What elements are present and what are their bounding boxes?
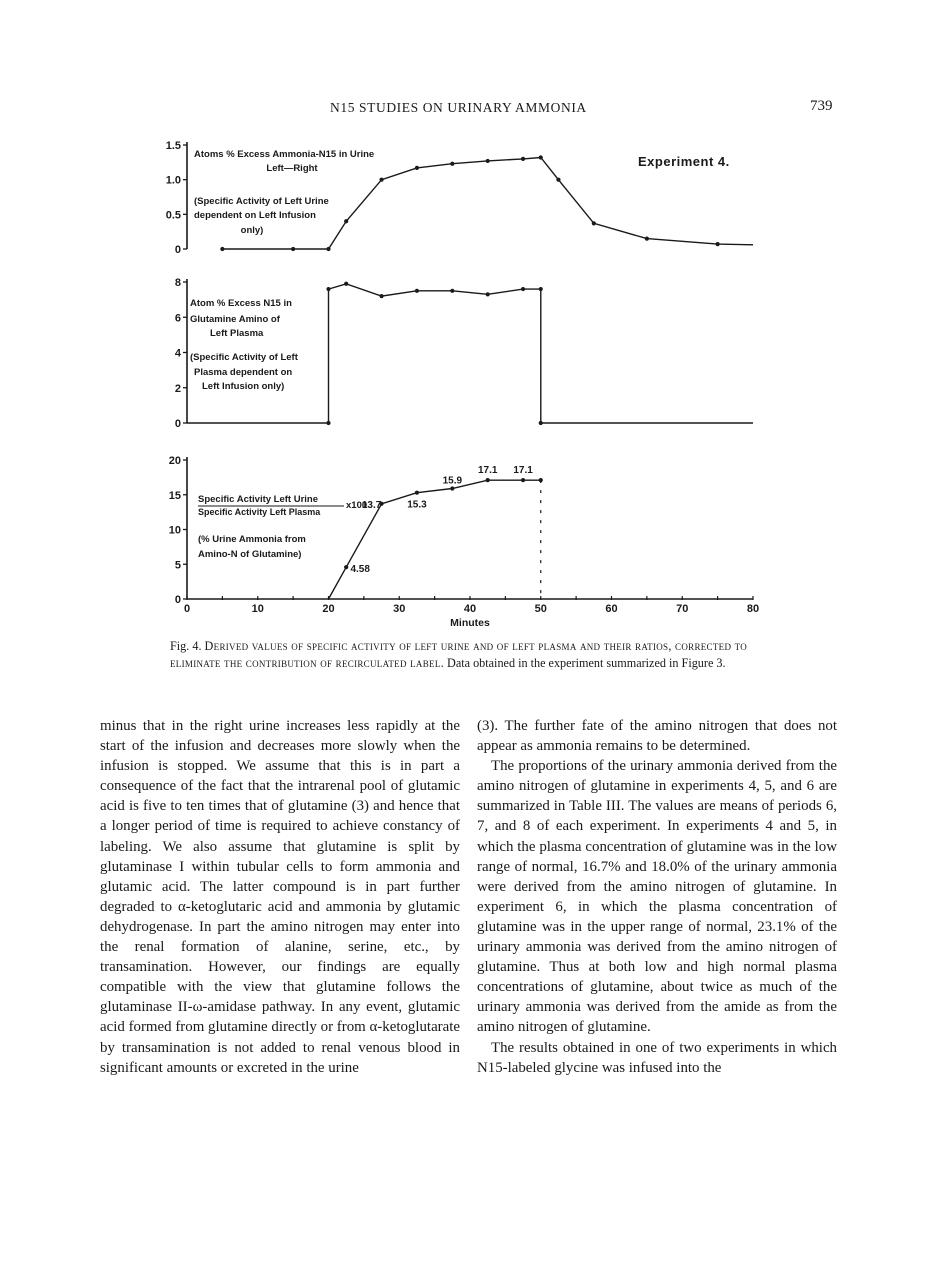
- caption-text: Data obtained in the experiment summarized in Figure 3.: [447, 656, 726, 670]
- data-point: [415, 289, 419, 293]
- x-tick-label: 40: [463, 603, 477, 615]
- data-point: [539, 421, 543, 425]
- paragraph: minus that in the right urine increases less rapidly at the start of the infusion and decreases more slowly when the infusion is stopped. We assume that this is in part a consequence of the fact that the intrarenal pool of glutamic acid is five to ten times that of glutamine (3) and hence that a longer period of time is required to achieve constancy of labeling. We also assume that glutamine is split by glutaminase I within tubular cells to form ammonia and glutamic acid. The latter compound is in part further degraded to α-ketoglutaric acid and ammonia by glutamic dehydrogenase. In part the amino nitrogen may enter into the renal formation of alanine, serine, etc., by transamination. However, our findings are equally compatible with the view that glutamine follows the glutaminase II-ω-amidase pathway. In any event, glutamic acid formed from glutamine directly or from α-ketoglutarate by transamination is not added to renal venous blood in significant amounts or excreted in the urine: [100, 718, 460, 1076]
- panel-2: [175, 277, 753, 430]
- paragraph: The results obtained in one of two experiments in which N15-labeled glycine was infused into the: [477, 1039, 837, 1076]
- data-label: 15.3: [407, 499, 427, 511]
- annotation: x100: [346, 500, 368, 511]
- chart-title: Experiment 4.: [638, 154, 730, 169]
- page-header: [0, 100, 936, 120]
- annotation: only): [240, 225, 264, 236]
- panel-1: [166, 140, 753, 256]
- data-point: [220, 247, 224, 251]
- data-point: [379, 178, 383, 182]
- data-point: [326, 247, 330, 251]
- x-tick-label: 70: [676, 603, 689, 615]
- y-tick-label: 0.5: [165, 209, 181, 222]
- data-point: [415, 491, 419, 495]
- annotation: Left—Right: [266, 163, 318, 174]
- figure-caption: [170, 638, 770, 672]
- annotation: Atom % Excess N15 in: [190, 298, 292, 309]
- running-head: N15 STUDIES ON URINARY AMMONIA: [330, 100, 587, 115]
- y-tick-label: 8: [174, 277, 181, 289]
- annotation: Amino-N of Glutamine): [198, 549, 302, 560]
- page-number: 739: [810, 98, 833, 114]
- data-point: [379, 294, 383, 298]
- data-point: [539, 155, 543, 159]
- data-label: 4.58: [350, 564, 370, 576]
- x-tick-label: 50: [534, 603, 547, 615]
- y-tick-label: 6: [174, 312, 181, 325]
- panel-3: [169, 455, 759, 629]
- data-point: [521, 478, 525, 482]
- body-right-column: [477, 716, 837, 1078]
- data-point: [326, 287, 330, 291]
- annotation: Glutamine Amino of: [190, 314, 280, 325]
- caption-title: Derived values of specific activity of left urine and of left plasma and their ratios, corrected to eliminate the contribution of recirculated label.: [170, 639, 748, 670]
- data-point: [450, 289, 454, 293]
- data-point: [486, 478, 490, 482]
- body-left-column: [100, 716, 460, 1078]
- x-tick-label: 0: [183, 603, 191, 615]
- figure-4: [150, 130, 790, 630]
- data-point: [450, 162, 454, 166]
- data-point: [344, 219, 348, 223]
- data-label: 17.1: [513, 465, 533, 477]
- data-point: [716, 242, 720, 246]
- annotation: Left Infusion only): [202, 381, 285, 392]
- annotation: (Specific Activity of Left: [190, 352, 298, 363]
- annotation: Plasma dependent on: [194, 367, 293, 378]
- data-point: [521, 157, 525, 161]
- y-tick-label: 0: [174, 418, 181, 430]
- data-point: [415, 166, 419, 170]
- data-point: [291, 247, 295, 251]
- annotation: Left Plasma: [210, 328, 264, 339]
- y-tick-label: 1.0: [165, 174, 181, 187]
- data-label: 17.1: [477, 465, 498, 477]
- y-tick-label: 2: [174, 382, 181, 395]
- paragraph: (3). The further fate of the amino nitrogen that does not appear as ammonia remains to be determined.: [477, 718, 837, 755]
- data-point: [344, 565, 348, 569]
- x-tick-label: 30: [393, 603, 406, 615]
- caption-label: Fig. 4.: [170, 639, 202, 653]
- annotation: (% Urine Ammonia from: [198, 534, 306, 545]
- data-point: [486, 159, 490, 163]
- data-point: [592, 221, 596, 225]
- annotation: Atoms % Excess Ammonia-N15 in Urine: [194, 149, 375, 160]
- y-tick-label: 10: [168, 524, 181, 537]
- x-tick-label: 60: [605, 603, 618, 615]
- y-tick-label: 0: [174, 594, 181, 606]
- annotation: dependent on Left Infusion: [194, 210, 316, 221]
- data-point: [344, 282, 348, 286]
- data-point: [645, 237, 649, 241]
- x-tick-label: 80: [746, 603, 760, 615]
- series-line: [329, 480, 541, 599]
- data-point: [539, 287, 543, 291]
- x-tick-label: 10: [251, 603, 264, 615]
- y-tick-label: 5: [174, 559, 181, 572]
- figure-4-chart: [150, 130, 790, 630]
- paragraph: The proportions of the urinary ammonia derived from the amino nitrogen of glutamine in experiments 4, 5, and 6 are summarized in Table III. The values are means of periods 6, 7, and 8 of each experiment. In experiments 4 and 5, in which the plasma concentration of glutamine was in the low range of normal, 16.7% and 18.0% of the urinary ammonia were derived from the amino nitrogen of glutamine. In experiment 6, in which the plasma concentration of glutamine was in the upper range of normal, 23.1% of the urinary ammonia was derived from the amino nitrogen of glutamine. Thus at both low and high normal plasma concentrations of glutamine, about twice as much of the urinary ammonia was derived from the amide as from the amino nitrogen of glutamine.: [477, 758, 837, 1036]
- data-point: [556, 178, 560, 182]
- y-tick-label: 20: [168, 455, 181, 467]
- data-point: [326, 421, 330, 425]
- data-label: 15.9: [442, 475, 463, 487]
- x-tick-label: 20: [322, 603, 335, 615]
- data-point: [450, 486, 454, 490]
- data-point: [521, 287, 525, 291]
- y-tick-label: 0: [174, 244, 181, 256]
- data-point: [486, 292, 490, 296]
- annotation: Specific Activity Left Plasma: [198, 507, 321, 517]
- y-tick-label: 15: [168, 489, 181, 502]
- x-axis-label: Minutes: [450, 617, 490, 629]
- y-tick-label: 4: [174, 347, 181, 360]
- data-label: 13.7: [361, 499, 382, 511]
- annotation: Specific Activity Left Urine: [198, 494, 319, 505]
- y-tick-label: 1.5: [165, 140, 181, 152]
- annotation: (Specific Activity of Left Urine: [194, 196, 329, 207]
